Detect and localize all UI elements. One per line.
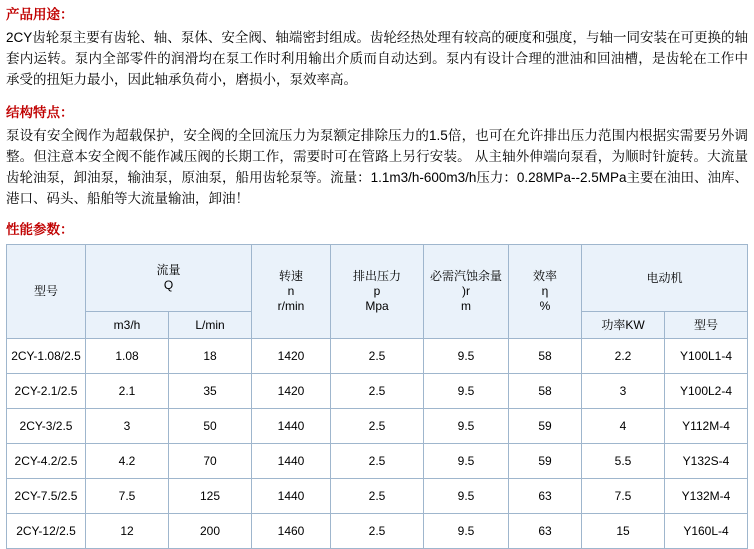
header-speed — [252, 245, 331, 339]
cell-motor-model: Y112M-4 — [665, 409, 748, 444]
section-parameters — [6, 221, 748, 549]
cell-motor-model: Y100L1-4 — [665, 339, 748, 374]
cell-motor-power: 2.2 — [582, 339, 665, 374]
cell-pressure: 2.5 — [331, 374, 424, 409]
header-motor-power: 功率KW — [582, 312, 665, 339]
header-motor-model: 型号 — [665, 312, 748, 339]
header-efficiency-symbol: η — [541, 284, 549, 298]
cell-motor-power: 3 — [582, 374, 665, 409]
table-body — [7, 339, 748, 549]
cell-motor-model: Y160L-4 — [665, 514, 748, 549]
section-features — [6, 104, 748, 209]
cell-efficiency: 63 — [509, 514, 582, 549]
cell-npsh: 9.5 — [424, 409, 509, 444]
cell-flow-lmin: 18 — [169, 339, 252, 374]
header-flow-label: 流量 — [156, 263, 181, 277]
header-flow-group — [86, 245, 252, 312]
table-row — [7, 409, 748, 444]
features-text: 泵设有安全阀作为超载保护，安全阀的全回流压力为泵额定排除压力的1.5倍，也可在允许排出压力范围内根据实需要另外调整。但注意本安全阀不能作减压阀的长期工作，需要时可在管路上另行安装。 从主轴外伸端向泵看，为顺时针旋转。大流量齿轮油泵，卸油泵，输油泵，原油泵，船用齿轮泵等。流量：1.1m3/h-600m3/h压力：0.28MPa--2.5MPa主要在油田、油库、港口、码头、船舶等大流量输油，卸油！ — [6, 128, 749, 206]
cell-speed: 1420 — [252, 339, 331, 374]
cell-flow-lmin: 50 — [169, 409, 252, 444]
parameters-heading: 性能参数： — [6, 222, 74, 237]
cell-flow-m3h: 2.1 — [86, 374, 169, 409]
cell-model: 2CY-1.08/2.5 — [7, 339, 86, 374]
cell-motor-model: Y132M-4 — [665, 479, 748, 514]
section-usage — [6, 6, 748, 90]
header-npsh — [424, 245, 509, 339]
cell-flow-m3h: 3 — [86, 409, 169, 444]
header-speed-label: 转速 — [278, 269, 303, 283]
usage-text: 2CY齿轮泵主要有齿轮、轴、泵体、安全阀、轴端密封组成。齿轮经热处理有较高的硬度和强度，与轴一同安装在可更换的轴套内运转。泵内全部零件的润滑均在泵工作时利用输出介质而自动达到。泵内有设计合理的泄油和回油槽，是齿轮在工作中承受的扭矩力最小，因此轴承负荷小，磨损小，泵效率高。 — [6, 30, 748, 87]
cell-model: 2CY-3/2.5 — [7, 409, 86, 444]
header-pressure-symbol: p — [373, 284, 381, 298]
header-efficiency-label: 效率 — [532, 269, 557, 283]
table-row — [7, 479, 748, 514]
cell-speed: 1440 — [252, 444, 331, 479]
header-pressure-unit: Mpa — [365, 299, 389, 313]
header-flow-symbol: Q — [163, 278, 174, 292]
cell-efficiency: 58 — [509, 339, 582, 374]
header-npsh-unit: m — [461, 299, 471, 313]
table-row — [7, 514, 748, 549]
header-flow-lmin: L/min — [169, 312, 252, 339]
cell-flow-lmin: 200 — [169, 514, 252, 549]
cell-motor-power: 4 — [582, 409, 665, 444]
cell-model: 2CY-4.2/2.5 — [7, 444, 86, 479]
cell-flow-lmin: 70 — [169, 444, 252, 479]
cell-motor-power: 5.5 — [582, 444, 665, 479]
table-row — [7, 339, 748, 374]
cell-flow-m3h: 7.5 — [86, 479, 169, 514]
cell-pressure: 2.5 — [331, 514, 424, 549]
cell-speed: 1440 — [252, 409, 331, 444]
header-npsh-symbol: )r — [462, 284, 470, 298]
header-motor-group: 电动机 — [582, 245, 748, 312]
cell-speed: 1420 — [252, 374, 331, 409]
cell-npsh: 9.5 — [424, 514, 509, 549]
cell-npsh: 9.5 — [424, 339, 509, 374]
cell-speed: 1440 — [252, 479, 331, 514]
header-efficiency — [509, 245, 582, 339]
header-model: 型号 — [7, 245, 86, 339]
table-row — [7, 374, 748, 409]
cell-model: 2CY-12/2.5 — [7, 514, 86, 549]
cell-motor-power: 15 — [582, 514, 665, 549]
header-pressure-label: 排出压力 — [352, 269, 401, 283]
header-npsh-label: 必需汽蚀余量 — [429, 269, 502, 283]
cell-efficiency: 59 — [509, 409, 582, 444]
header-speed-unit: r/min — [277, 299, 305, 313]
cell-motor-power: 7.5 — [582, 479, 665, 514]
cell-pressure: 2.5 — [331, 339, 424, 374]
table-row — [7, 444, 748, 479]
cell-npsh: 9.5 — [424, 374, 509, 409]
cell-flow-m3h: 12 — [86, 514, 169, 549]
header-pressure — [331, 245, 424, 339]
usage-heading: 产品用途： — [6, 7, 74, 22]
cell-motor-model: Y132S-4 — [665, 444, 748, 479]
cell-efficiency: 59 — [509, 444, 582, 479]
header-flow-m3h: m3/h — [86, 312, 169, 339]
cell-efficiency: 58 — [509, 374, 582, 409]
cell-flow-m3h: 4.2 — [86, 444, 169, 479]
cell-efficiency: 63 — [509, 479, 582, 514]
cell-speed: 1460 — [252, 514, 331, 549]
performance-table — [6, 244, 748, 549]
cell-motor-model: Y100L2-4 — [665, 374, 748, 409]
cell-pressure: 2.5 — [331, 444, 424, 479]
cell-npsh: 9.5 — [424, 444, 509, 479]
table-header — [7, 245, 748, 339]
cell-flow-lmin: 125 — [169, 479, 252, 514]
header-speed-symbol: n — [287, 284, 295, 298]
cell-model: 2CY-7.5/2.5 — [7, 479, 86, 514]
cell-pressure: 2.5 — [331, 479, 424, 514]
cell-npsh: 9.5 — [424, 479, 509, 514]
header-efficiency-unit: % — [539, 299, 551, 313]
cell-flow-lmin: 35 — [169, 374, 252, 409]
table-header-row-1 — [7, 245, 748, 312]
features-heading: 结构特点： — [6, 105, 74, 120]
cell-pressure: 2.5 — [331, 409, 424, 444]
cell-flow-m3h: 1.08 — [86, 339, 169, 374]
cell-model: 2CY-2.1/2.5 — [7, 374, 86, 409]
